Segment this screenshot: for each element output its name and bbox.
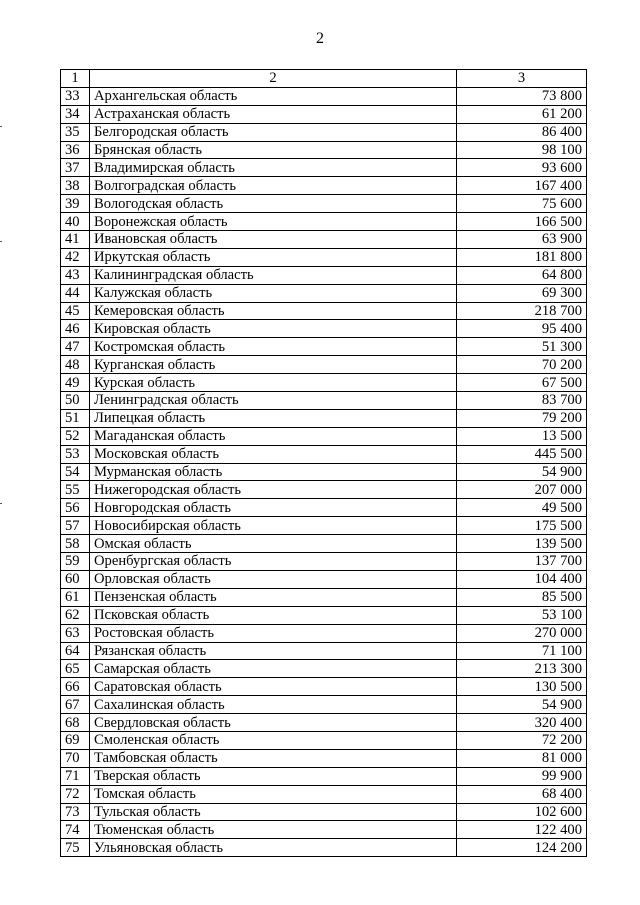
row-number-cell: 53 xyxy=(61,445,90,463)
table-row xyxy=(61,159,587,177)
value-cell: 207 000 xyxy=(457,481,587,499)
row-number-cell: 46 xyxy=(61,320,90,338)
value-cell: 54 900 xyxy=(457,463,587,481)
region-name-cell: Курганская область xyxy=(90,356,457,374)
region-name-cell: Ленинградская область xyxy=(90,392,457,410)
row-number-cell: 34 xyxy=(61,105,90,123)
table-row xyxy=(61,767,587,785)
region-name-cell: Вологодская область xyxy=(90,195,457,213)
region-name-cell: Московская область xyxy=(90,445,457,463)
region-name-cell: Ивановская область xyxy=(90,231,457,249)
value-cell: 81 000 xyxy=(457,749,587,767)
table-row xyxy=(61,731,587,749)
row-number-cell: 66 xyxy=(61,678,90,696)
regions-table xyxy=(60,69,587,857)
row-number-cell: 40 xyxy=(61,213,90,231)
region-name-cell: Костромская область xyxy=(90,338,457,356)
value-cell: 445 500 xyxy=(457,445,587,463)
row-number-cell: 75 xyxy=(61,839,90,857)
row-number-cell: 51 xyxy=(61,409,90,427)
table-row xyxy=(61,606,587,624)
value-cell: 51 300 xyxy=(457,338,587,356)
row-number-cell: 70 xyxy=(61,749,90,767)
region-name-cell: Новосибирская область xyxy=(90,517,457,535)
region-name-cell: Магаданская область xyxy=(90,427,457,445)
row-number-cell: 56 xyxy=(61,499,90,517)
value-cell: 71 100 xyxy=(457,642,587,660)
value-cell: 70 200 xyxy=(457,356,587,374)
value-cell: 99 900 xyxy=(457,767,587,785)
table-row xyxy=(61,427,587,445)
region-name-cell: Мурманская область xyxy=(90,463,457,481)
table-row xyxy=(61,696,587,714)
value-cell: 98 100 xyxy=(457,141,587,159)
row-number-cell: 35 xyxy=(61,123,90,141)
table-header xyxy=(61,70,587,88)
table-row xyxy=(61,338,587,356)
table-row xyxy=(61,499,587,517)
value-cell: 320 400 xyxy=(457,714,587,732)
value-cell: 49 500 xyxy=(457,499,587,517)
row-number-cell: 33 xyxy=(61,87,90,105)
region-name-cell: Свердловская область xyxy=(90,714,457,732)
value-cell: 213 300 xyxy=(457,660,587,678)
region-name-cell: Кировская область xyxy=(90,320,457,338)
value-cell: 75 600 xyxy=(457,195,587,213)
row-number-cell: 48 xyxy=(61,356,90,374)
value-cell: 167 400 xyxy=(457,177,587,195)
table-row xyxy=(61,320,587,338)
region-name-cell: Орловская область xyxy=(90,570,457,588)
value-cell: 270 000 xyxy=(457,624,587,642)
value-cell: 54 900 xyxy=(457,696,587,714)
table-row xyxy=(61,266,587,284)
table-row xyxy=(61,624,587,642)
row-number-cell: 62 xyxy=(61,606,90,624)
row-number-cell: 36 xyxy=(61,141,90,159)
row-number-cell: 73 xyxy=(61,803,90,821)
region-name-cell: Рязанская область xyxy=(90,642,457,660)
value-cell: 69 300 xyxy=(457,284,587,302)
region-name-cell: Новгородская область xyxy=(90,499,457,517)
table-row xyxy=(61,642,587,660)
value-cell: 73 800 xyxy=(457,87,587,105)
row-number-cell: 54 xyxy=(61,463,90,481)
region-name-cell: Тамбовская область xyxy=(90,749,457,767)
table-row xyxy=(61,570,587,588)
table-row xyxy=(61,588,587,606)
value-cell: 137 700 xyxy=(457,553,587,571)
row-number-cell: 67 xyxy=(61,696,90,714)
region-name-cell: Белгородская область xyxy=(90,123,457,141)
value-cell: 63 900 xyxy=(457,231,587,249)
region-name-cell: Нижегородская область xyxy=(90,481,457,499)
table-row xyxy=(61,123,587,141)
value-cell: 13 500 xyxy=(457,427,587,445)
table-row xyxy=(61,374,587,392)
table-row xyxy=(61,302,587,320)
region-name-cell: Оренбургская область xyxy=(90,553,457,571)
row-number-cell: 63 xyxy=(61,624,90,642)
header-col-2: 2 xyxy=(90,70,457,88)
row-number-cell: 44 xyxy=(61,284,90,302)
table-row xyxy=(61,141,587,159)
row-number-cell: 52 xyxy=(61,427,90,445)
value-cell: 102 600 xyxy=(457,803,587,821)
row-number-cell: 59 xyxy=(61,553,90,571)
table-row xyxy=(61,409,587,427)
table-row xyxy=(61,248,587,266)
row-number-cell: 68 xyxy=(61,714,90,732)
region-name-cell: Саратовская область xyxy=(90,678,457,696)
value-cell: 61 200 xyxy=(457,105,587,123)
table-row xyxy=(61,105,587,123)
header-row xyxy=(61,70,587,88)
value-cell: 86 400 xyxy=(457,123,587,141)
value-cell: 104 400 xyxy=(457,570,587,588)
region-name-cell: Волгоградская область xyxy=(90,177,457,195)
value-cell: 72 200 xyxy=(457,731,587,749)
region-name-cell: Тверская область xyxy=(90,767,457,785)
region-name-cell: Сахалинская область xyxy=(90,696,457,714)
table-row xyxy=(61,517,587,535)
row-number-cell: 37 xyxy=(61,159,90,177)
value-cell: 166 500 xyxy=(457,213,587,231)
row-number-cell: 71 xyxy=(61,767,90,785)
table-row xyxy=(61,284,587,302)
table-row xyxy=(61,445,587,463)
table-row xyxy=(61,392,587,410)
region-name-cell: Ульяновская область xyxy=(90,839,457,857)
row-number-cell: 55 xyxy=(61,481,90,499)
scan-edge-mark xyxy=(0,126,2,127)
table-row xyxy=(61,785,587,803)
table-row xyxy=(61,177,587,195)
region-name-cell: Псковская область xyxy=(90,606,457,624)
value-cell: 95 400 xyxy=(457,320,587,338)
table-row xyxy=(61,749,587,767)
row-number-cell: 64 xyxy=(61,642,90,660)
region-name-cell: Калужская область xyxy=(90,284,457,302)
scan-edge-mark xyxy=(0,503,2,504)
value-cell: 122 400 xyxy=(457,821,587,839)
value-cell: 83 700 xyxy=(457,392,587,410)
table-row xyxy=(61,481,587,499)
table-row xyxy=(61,660,587,678)
value-cell: 130 500 xyxy=(457,678,587,696)
table-row xyxy=(61,535,587,553)
region-name-cell: Смоленская область xyxy=(90,731,457,749)
region-name-cell: Самарская область xyxy=(90,660,457,678)
value-cell: 79 200 xyxy=(457,409,587,427)
table-body xyxy=(61,87,587,856)
region-name-cell: Липецкая область xyxy=(90,409,457,427)
row-number-cell: 41 xyxy=(61,231,90,249)
value-cell: 175 500 xyxy=(457,517,587,535)
value-cell: 85 500 xyxy=(457,588,587,606)
region-name-cell: Иркутская область xyxy=(90,248,457,266)
region-name-cell: Омская область xyxy=(90,535,457,553)
value-cell: 124 200 xyxy=(457,839,587,857)
region-name-cell: Брянская область xyxy=(90,141,457,159)
row-number-cell: 60 xyxy=(61,570,90,588)
table-row xyxy=(61,213,587,231)
region-name-cell: Ростовская область xyxy=(90,624,457,642)
value-cell: 93 600 xyxy=(457,159,587,177)
region-name-cell: Пензенская область xyxy=(90,588,457,606)
row-number-cell: 38 xyxy=(61,177,90,195)
region-name-cell: Владимирская область xyxy=(90,159,457,177)
table-row xyxy=(61,821,587,839)
region-name-cell: Калининградская область xyxy=(90,266,457,284)
row-number-cell: 72 xyxy=(61,785,90,803)
row-number-cell: 74 xyxy=(61,821,90,839)
table-row xyxy=(61,195,587,213)
row-number-cell: 58 xyxy=(61,535,90,553)
table-row xyxy=(61,678,587,696)
header-col-3: 3 xyxy=(457,70,587,88)
value-cell: 67 500 xyxy=(457,374,587,392)
row-number-cell: 42 xyxy=(61,248,90,266)
row-number-cell: 45 xyxy=(61,302,90,320)
region-name-cell: Тюменская область xyxy=(90,821,457,839)
value-cell: 64 800 xyxy=(457,266,587,284)
page-number: 2 xyxy=(316,30,324,47)
table-row xyxy=(61,231,587,249)
row-number-cell: 69 xyxy=(61,731,90,749)
row-number-cell: 39 xyxy=(61,195,90,213)
table-row xyxy=(61,803,587,821)
row-number-cell: 47 xyxy=(61,338,90,356)
region-name-cell: Курская область xyxy=(90,374,457,392)
row-number-cell: 57 xyxy=(61,517,90,535)
region-name-cell: Томская область xyxy=(90,785,457,803)
row-number-cell: 65 xyxy=(61,660,90,678)
table-row xyxy=(61,463,587,481)
value-cell: 68 400 xyxy=(457,785,587,803)
value-cell: 218 700 xyxy=(457,302,587,320)
table-row xyxy=(61,553,587,571)
region-name-cell: Архангельская область xyxy=(90,87,457,105)
region-name-cell: Астраханская область xyxy=(90,105,457,123)
region-name-cell: Тульская область xyxy=(90,803,457,821)
row-number-cell: 61 xyxy=(61,588,90,606)
header-col-1: 1 xyxy=(61,70,90,88)
region-name-cell: Воронежская область xyxy=(90,213,457,231)
value-cell: 53 100 xyxy=(457,606,587,624)
row-number-cell: 43 xyxy=(61,266,90,284)
row-number-cell: 50 xyxy=(61,392,90,410)
table-row xyxy=(61,839,587,857)
table-row xyxy=(61,356,587,374)
value-cell: 181 800 xyxy=(457,248,587,266)
row-number-cell: 49 xyxy=(61,374,90,392)
region-name-cell: Кемеровская область xyxy=(90,302,457,320)
table-row xyxy=(61,714,587,732)
value-cell: 139 500 xyxy=(457,535,587,553)
table-row xyxy=(61,87,587,105)
scan-edge-mark xyxy=(0,241,2,242)
